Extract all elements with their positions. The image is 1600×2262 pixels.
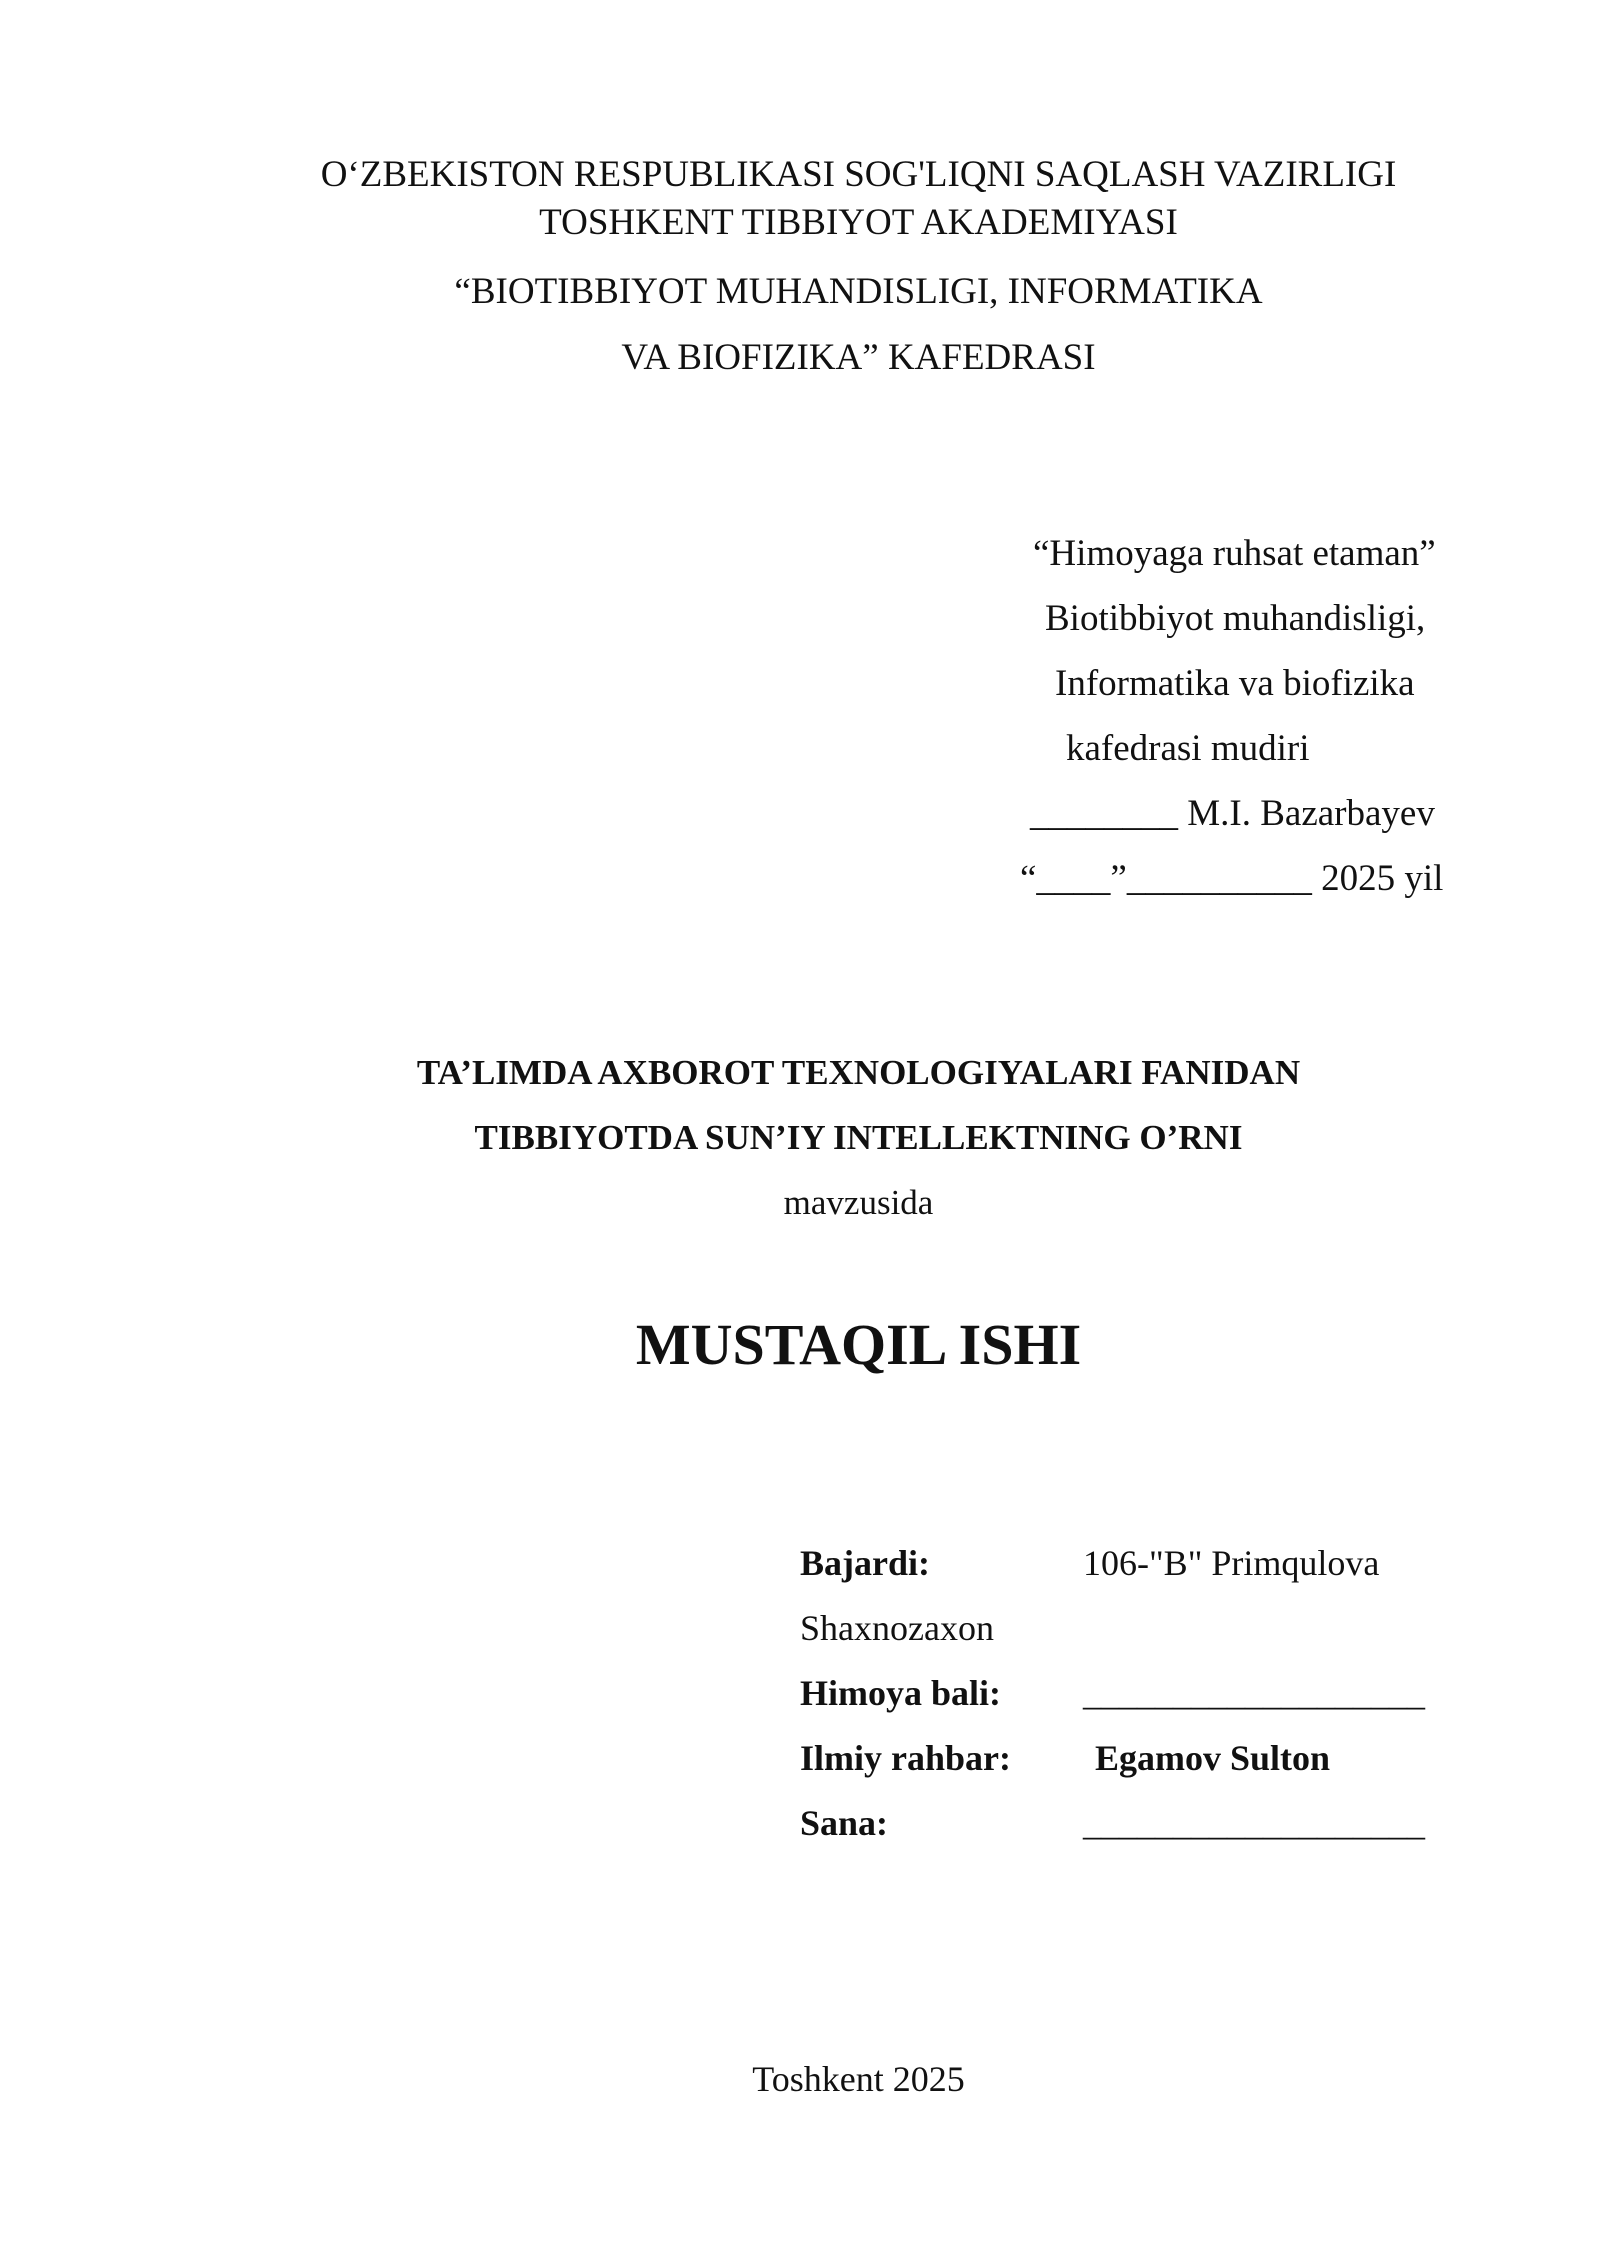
performed-value-cont: Shaxnozaxon [800,1608,994,1648]
approval-line-2: Biotibbiyot muhandisligi, [1045,598,1426,639]
performed-value: 106-"B" Primqulova [1083,1543,1380,1583]
approval-line-4: kafedrasi mudiri [1066,728,1310,769]
approval-line-3: Informatika va biofizika [1055,663,1415,704]
department-title-line2: VA BIOFIZIKA” KAFEDRASI [621,337,1096,378]
topic-line2: TIBBIYOTDA SUN’IY INTELLEKTNING O’RNI [474,1118,1243,1157]
approval-date: “____”__________ 2025 yil [1020,858,1444,899]
supervisor-value: Egamov Sulton [1095,1738,1331,1778]
approval-signature: ________ M.I. Bazarbayev [1030,793,1435,834]
topic-suffix: mavzusida [783,1183,934,1222]
date-value: ___________________ [1083,1803,1425,1843]
work-type-title: MUSTAQIL ISHI [635,1312,1082,1377]
grade-label: Himoya bali: [800,1673,1002,1713]
topic-line1: TA’LIMDA AXBOROT TEXNOLOGIYALARI FANIDAN [416,1053,1301,1092]
department-title-line1: “BIOTIBBIYOT MUHANDISLIGI, INFORMATIKA [454,271,1263,312]
academy-title: TOSHKENT TIBBIYOT AKADEMIYASI [539,202,1178,243]
date-label: Sana: [800,1803,889,1843]
footer-city-year: Toshkent 2025 [752,2059,965,2099]
grade-value: ___________________ [1083,1673,1425,1713]
supervisor-label: Ilmiy rahbar: [800,1738,1011,1778]
ministry-title: O‘ZBEKISTON RESPUBLIKASI SOG'LIQNI SAQLASH VAZIRLIGI [320,154,1397,195]
performed-label: Bajardi: [800,1543,930,1583]
approval-heading: “Himoyaga ruhsat etaman” [1033,533,1436,574]
